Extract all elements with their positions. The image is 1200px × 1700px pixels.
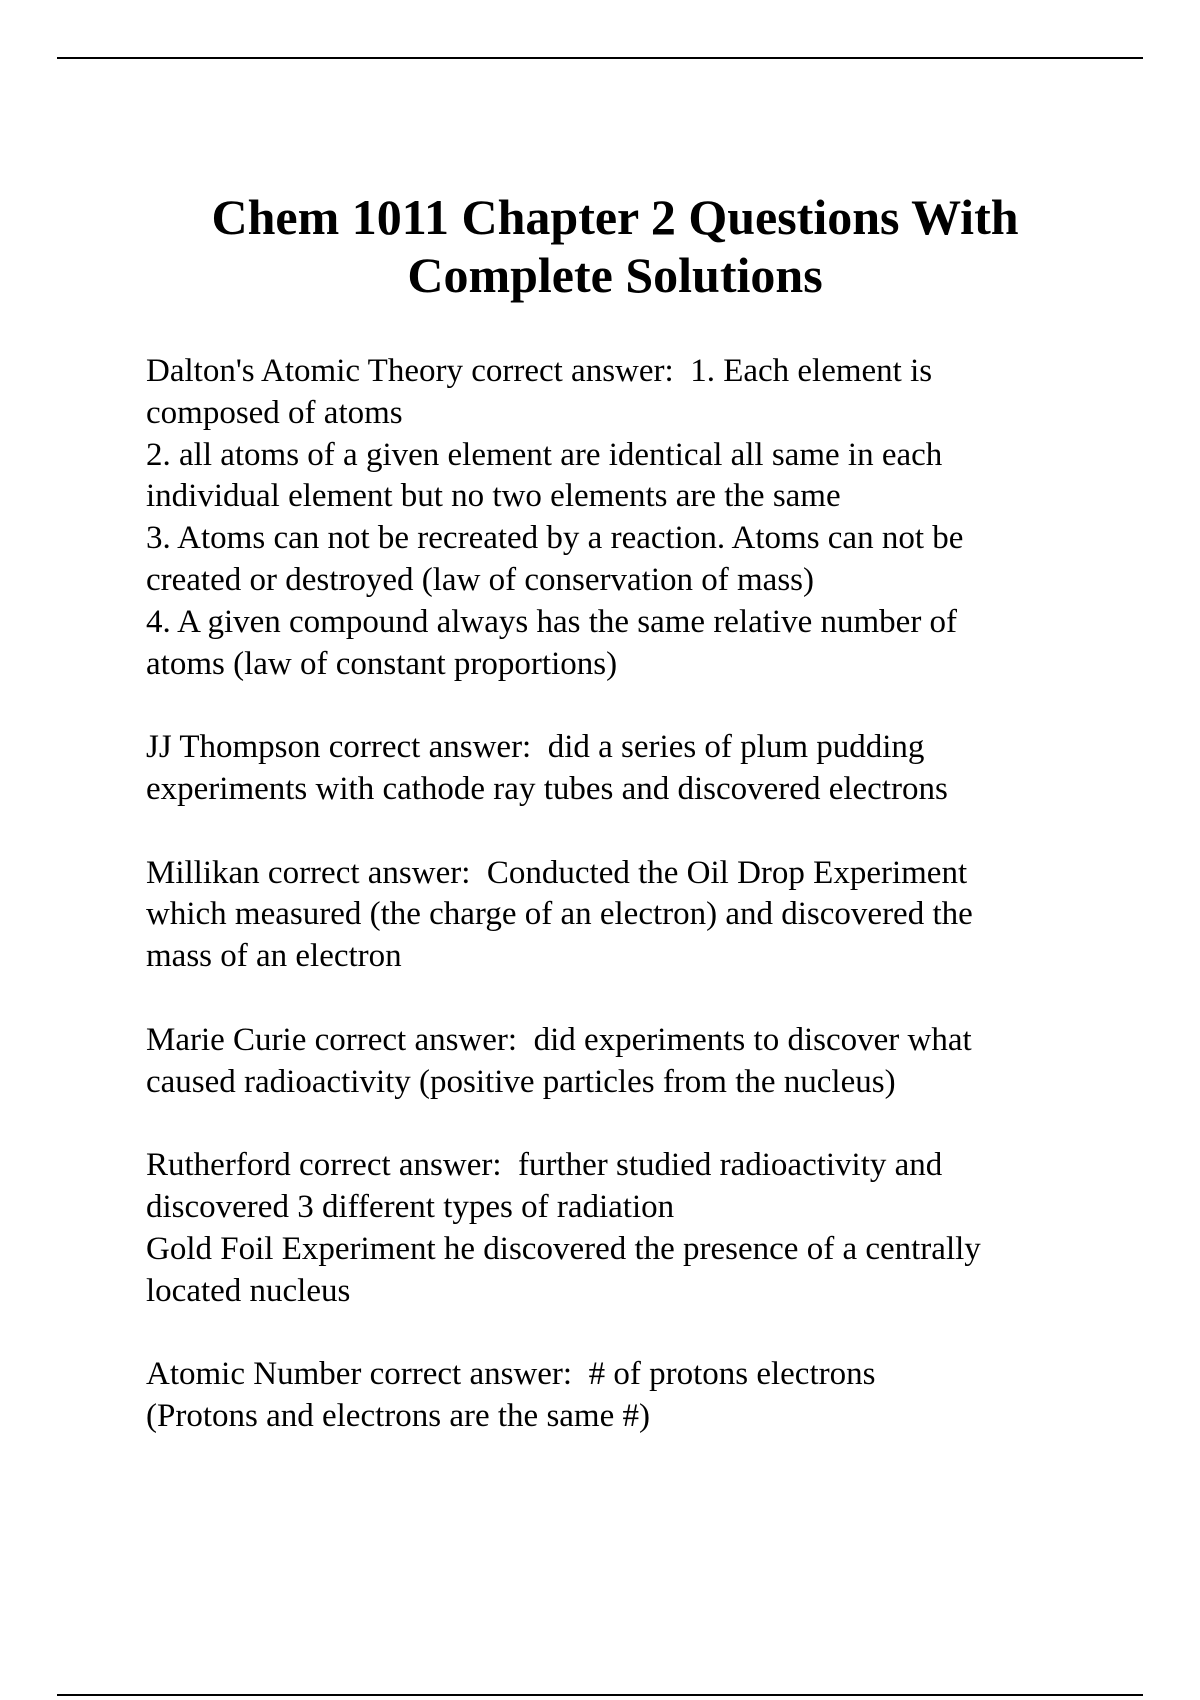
qa-list — [146, 351, 1086, 1480]
qa-answer-line: created or destroyed (law of conservation of mass) — [146, 561, 814, 598]
qa-answer-line: located nucleus — [146, 1272, 351, 1309]
qa-answer-line: 3. Atoms can not be recreated by a reaction. Atoms can not be — [146, 520, 964, 557]
qa-answer-line: did experiments to discover what — [533, 1021, 972, 1058]
qa-entry-rutherford — [146, 1145, 1086, 1312]
qa-line — [146, 1020, 1086, 1062]
qa-line — [146, 727, 1086, 769]
qa-separator: correct answer: — [361, 1356, 589, 1393]
qa-line — [146, 351, 1086, 393]
qa-answer-line: atoms (law of constant proportions) — [146, 645, 618, 682]
qa-answer-line: did a series of plum pudding — [547, 729, 925, 766]
qa-answer-line: which measured (the charge of an electron) and discovered the — [146, 896, 973, 933]
qa-entry-atomic-number — [146, 1354, 1086, 1438]
qa-separator: correct answer: — [259, 854, 487, 891]
qa-answer-line: experiments with cathode ray tubes and discovered electrons — [146, 770, 948, 807]
qa-line — [146, 853, 1086, 895]
qa-line — [146, 1354, 1086, 1396]
qa-entry-millikan — [146, 853, 1086, 978]
top-rule — [57, 57, 1143, 59]
qa-answer-line: # of protons electrons — [588, 1356, 876, 1393]
qa-term: Millikan — [146, 854, 260, 891]
qa-answer-line: 1. Each element is — [690, 353, 933, 389]
document-title — [120, 188, 1110, 304]
qa-answer-line: mass of an electron — [146, 938, 402, 975]
qa-answer-line: (Protons and electrons are the same #) — [146, 1397, 650, 1434]
qa-entry-thompson — [146, 727, 1086, 811]
bottom-rule — [57, 1694, 1143, 1696]
qa-term: JJ Thompson — [146, 729, 321, 766]
qa-answer-line: 2. all atoms of a given element are identical all same in each — [146, 436, 943, 473]
qa-answer-line: caused radioactivity (positive particles from the nucleus) — [146, 1063, 896, 1100]
qa-answer-line: individual element but no two elements are the same — [146, 478, 841, 515]
qa-separator: correct answer: — [462, 353, 691, 389]
qa-entry-curie — [146, 1020, 1086, 1104]
qa-term: Marie Curie — [146, 1021, 307, 1058]
qa-term: Atomic Number — [146, 1356, 362, 1393]
qa-answer-line: 4. A given compound always has the same relative number of — [146, 603, 958, 640]
qa-answer-line: Gold Foil Experiment he discovered the presence of a centrally — [146, 1230, 981, 1267]
title-line-1: Chem 1011 Chapter 2 Questions With — [211, 189, 1019, 245]
qa-separator: correct answer: — [320, 729, 548, 766]
qa-term: Rutherford — [146, 1147, 291, 1184]
qa-term: Dalton's Atomic Theory — [146, 353, 463, 389]
qa-answer-line: Conducted the Oil Drop Experiment — [486, 854, 968, 891]
qa-line — [146, 1145, 1086, 1187]
title-line-2: Complete Solutions — [407, 247, 823, 303]
qa-entry-dalton — [146, 351, 1086, 685]
qa-answer-line: discovered 3 different types of radiation — [146, 1188, 675, 1225]
qa-separator: correct answer: — [290, 1147, 519, 1184]
qa-answer-line: further studied radioactivity and — [518, 1147, 943, 1184]
qa-answer-line: composed of atoms — [146, 394, 403, 431]
qa-separator: correct answer: — [306, 1021, 534, 1058]
